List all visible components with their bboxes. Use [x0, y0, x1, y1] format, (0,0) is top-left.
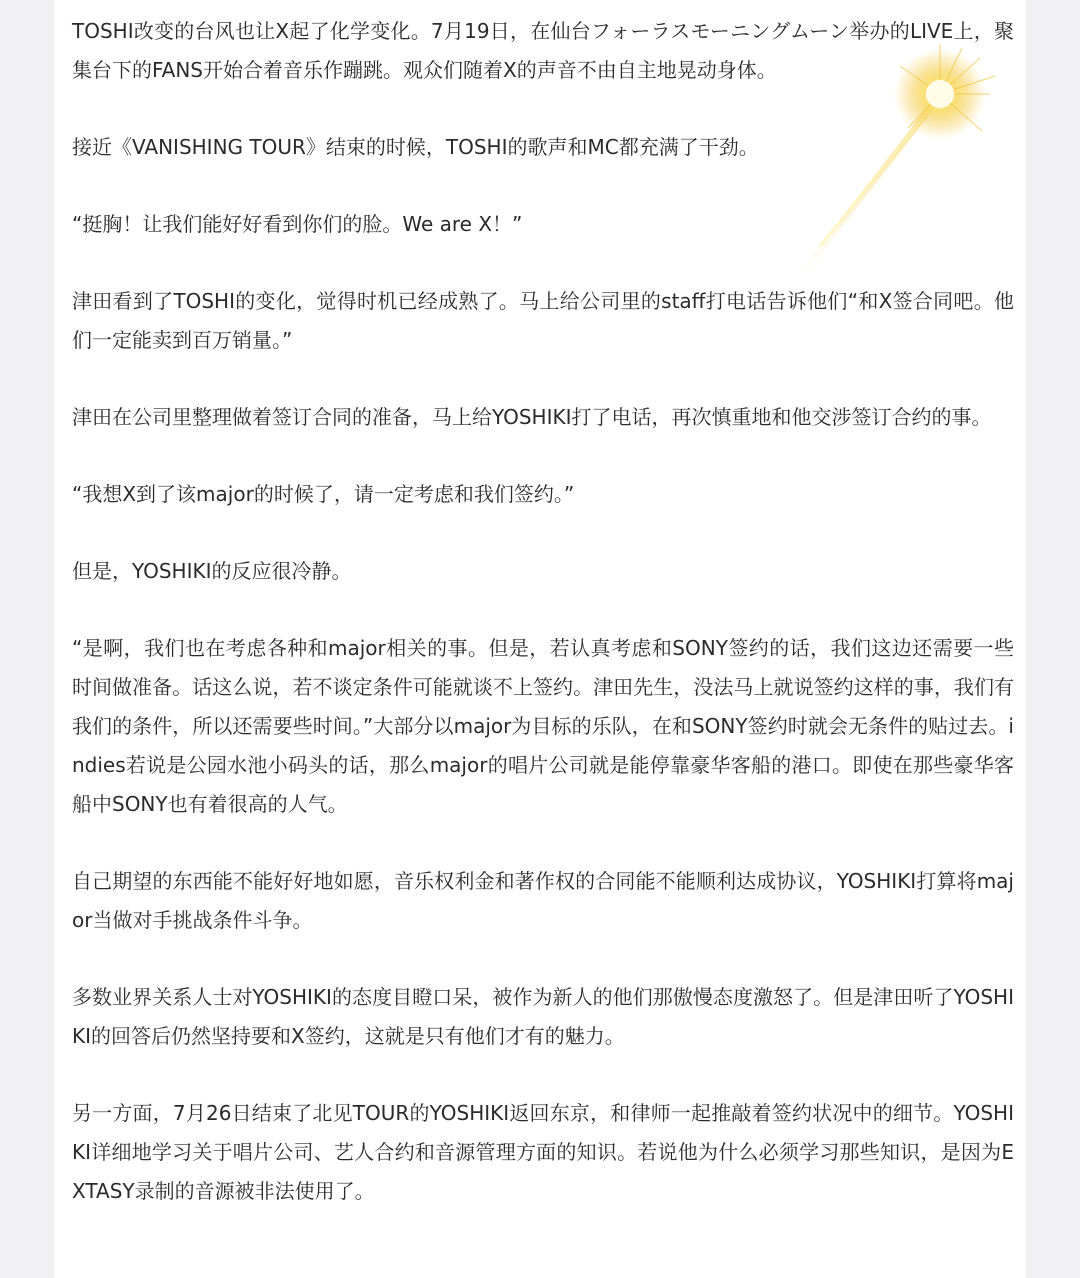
paragraph-5: 津田在公司里整理做着签订合同的准备，马上给YOSHIKI打了电话，再次慎重地和他交涉签订合约的事。 [72, 405, 992, 429]
page-card [54, 0, 1026, 1278]
paragraph-10: 多数业界关系人士对YOSHIKI的态度目瞪口呆，被作为新人的他们那傲慢态度激怒了。但是津田听了YOSHIKI的回答后仍然坚持要和X签约，这就是只有他们才有的魅力。 [72, 985, 1014, 1048]
paragraph-11: 另一方面，7月26日结束了北见TOUR的YOSHIKI返回东京，和律师一起推敲着签约状况中的细节。YOSHIKI详细地学习关于唱片公司、艺人合约和音源管理方面的知识。若说他为什么必须学习那些知识，是因为EXTASY录制的音源被非法使用了。 [72, 1101, 1014, 1203]
paragraph-8: “是啊，我们也在考虑各种和major相关的事。但是，若认真考虑和SONY签约的话，我们这边还需要一些时间做准备。话这么说，若不谈定条件可能就谈不上签约。津田先生，没法马上就说签约这样的事，我们有我们的条件，所以还需要些时间。”大部分以major为目标的乐队，在和SONY签约时就会无条件的贴过去。indies若说是公园水池小码头的话，那么major的唱片公司就是能停靠豪华客船的港口。即使在那些豪华客船中SONY也有着很高的人气。 [72, 636, 1014, 816]
paragraph-6: “我想X到了该major的时候了，请一定考虑和我们签约。” [72, 482, 575, 506]
paragraph-9: 自己期望的东西能不能好好地如愿，音乐权利金和著作权的合同能不能顺利达成协议，YOSHIKI打算将major当做对手挑战条件斗争。 [72, 869, 1014, 932]
paragraph-4: 津田看到了TOSHI的变化，觉得时机已经成熟了。马上给公司里的staff打电话告诉他们“和X签合同吧。他们一定能卖到百万销量。” [72, 289, 1014, 352]
paragraph-1: TOSHI改变的台风也让X起了化学变化。7月19日，在仙台フォーラスモーニングムーン举办的LIVE上，聚集台下的FANS开始合着音乐作蹦跳。观众们随着X的声音不由自主地晃动身体。 [72, 19, 1014, 82]
paragraph-3: “挺胸！让我们能好好看到你们的脸。We are X！” [72, 212, 523, 236]
article-body[interactable] [72, 12, 1014, 1249]
paragraph-2: 接近《VANISHING TOUR》结束的时候，TOSHI的歌声和MC都充满了干劲。 [72, 135, 759, 159]
paragraph-7: 但是，YOSHIKI的反应很冷静。 [72, 559, 352, 583]
